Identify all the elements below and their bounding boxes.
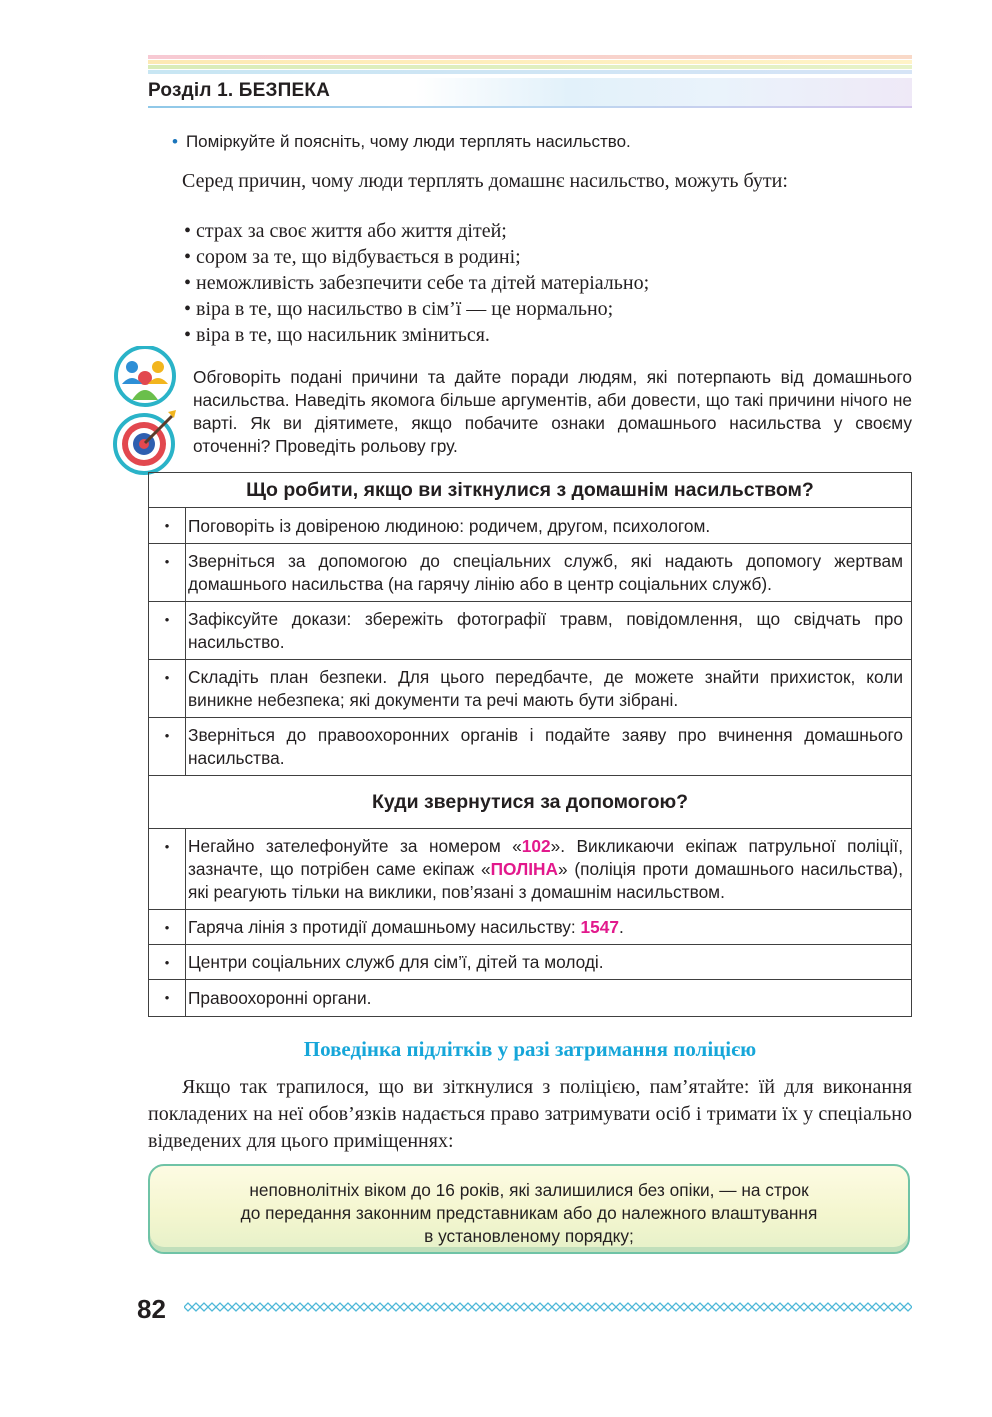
callout-line: до передання законним представникам або до належного влаштування <box>240 1203 818 1223</box>
header-stripe <box>148 60 912 64</box>
hotline-number: 1547 <box>580 917 619 937</box>
callout-line: неповнолітніх віком до 16 років, які залишилися без опіки, — на строк <box>249 1180 809 1200</box>
table-header: Що робити, якщо ви зіткнулися з домашнім насильством? <box>149 473 912 508</box>
table-cell: Зафіксуйте докази: збережіть фотографії травм, повідомлення, що свідчать про насильство. <box>186 602 912 660</box>
bullet: • <box>149 829 186 910</box>
list-item: • неможливість забезпечити себе та дітей матеріально; <box>184 270 649 296</box>
table-cell-police <box>186 829 912 910</box>
activity-icons <box>112 346 178 476</box>
table-cell: Зверніться за допомогою до спеціальних служб, які надають допомогу жертвам домашнього насильства (на гарячу лінію або в центр соціальних служб). <box>186 544 912 602</box>
page-number: 82 <box>137 1294 166 1324</box>
table-header: Куди звернутися за допомогою? <box>149 776 912 829</box>
list-item: • сором за те, що відбувається в родині; <box>184 244 649 270</box>
question-line <box>172 132 631 152</box>
table-cell: Складіть план безпеки. Для цього передбачте, де можете знайти прихисток, коли виникне небезпека; які документи та речі мають бути зібрані. <box>186 660 912 718</box>
list-item: • віра в те, що насильство в сім’ї — це нормально; <box>184 296 649 322</box>
discussion-task: Обговоріть подані причини та дайте поради людям, які потерпають від домашнього насильства. Наведіть якомога більше аргументів, аби довести, що такі причини нічого не варті. Як ви діятимете, якщо побачите ознаки домашнього насильства у своєму оточенні? Проведіть рольову гру. <box>193 367 912 456</box>
bullet: • <box>149 910 186 945</box>
header-stripe <box>148 70 912 74</box>
police-paragraph: Якщо так трапилося, що ви зіткнулися з поліцією, пам’ятайте: їй для виконання покладених на неї обов’язків надається право затримувати осіб і тримати їх у спеціально відведених для цього приміщеннях: <box>148 1076 912 1152</box>
bullet: • <box>149 945 186 980</box>
header-stripe <box>148 65 912 69</box>
subheading: Поведінка підлітків у разі затримання поліцією <box>303 1037 757 1061</box>
table-cell: Зверніться до правоохоронних органів і подайте заяву про вчинення домашнього насильства. <box>186 718 912 776</box>
bullet: • <box>149 602 186 660</box>
callout-box <box>148 1164 910 1254</box>
bullet: • <box>149 544 186 602</box>
footer-ornament <box>184 1301 912 1313</box>
bullet: • <box>149 980 186 1017</box>
table-cell: Центри соціальних служб для сім’ї, дітей та молоді. <box>186 945 912 980</box>
phone-number-102: 102 <box>521 836 551 856</box>
bullet: • <box>149 718 186 776</box>
intro-paragraph: Серед причин, чому люди терплять домашнє насильство, можуть бути: <box>182 170 788 192</box>
text-part: Негайно зателефонуйте за номером « <box>188 836 522 856</box>
text-part: . <box>619 917 624 937</box>
callout-line: в установленому порядку; <box>424 1226 634 1246</box>
text-part: ». Викликаючи екіпаж патрульної поліції, зазначте, що потрібен саме екіпаж « <box>188 836 903 879</box>
reasons-list <box>184 218 649 348</box>
polina-label: ПОЛІНА <box>490 859 558 879</box>
bullet: • <box>172 132 178 151</box>
question-text: Поміркуйте й поясніть, чому люди терплять насильство. <box>185 132 631 151</box>
bullet: • <box>149 660 186 718</box>
table-cell: Поговоріть із довіреною людиною: родичем, другом, психологом. <box>186 508 912 544</box>
text-part: » (поліція проти домашнього насильства), які реагують тільки на виклики, пов’язані з домашнім насильством. <box>188 859 903 902</box>
header-stripe <box>148 55 912 59</box>
section-title: Розділ 1. БЕЗПЕКА <box>148 80 331 101</box>
text-part: Гаряча лінія з протидії домашньому насильству: <box>188 917 581 937</box>
target-icon <box>115 410 176 473</box>
group-discussion-icon <box>116 347 174 405</box>
table-cell-hotline <box>186 910 912 945</box>
help-table <box>148 472 912 1017</box>
table-cell: Правоохоронні органи. <box>186 980 912 1017</box>
list-item: • страх за своє життя або життя дітей; <box>184 218 649 244</box>
list-item: • віра в те, що насильник зміниться. <box>184 322 649 348</box>
bullet: • <box>149 508 186 544</box>
header-underline <box>148 106 912 108</box>
